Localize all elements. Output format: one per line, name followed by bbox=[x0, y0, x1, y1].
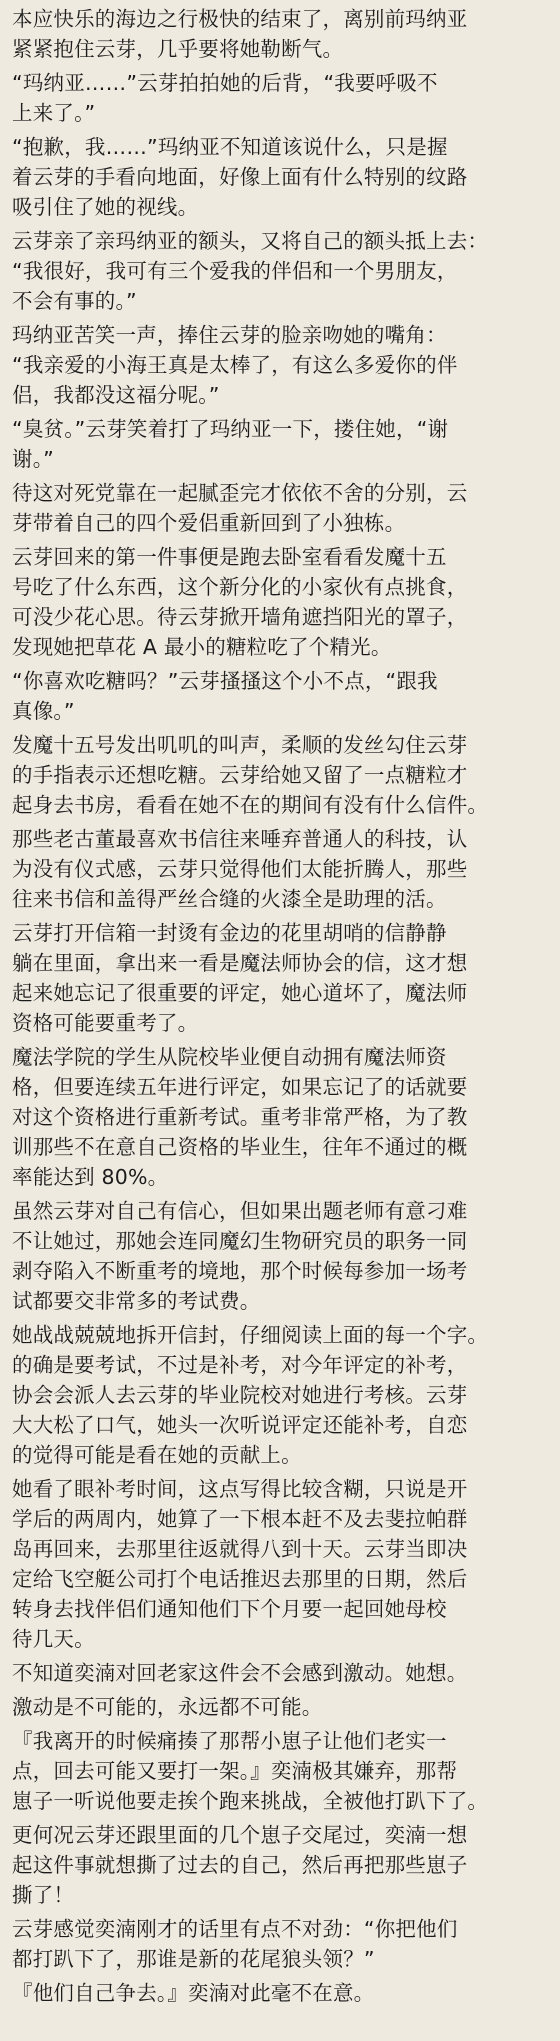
paragraph: 不知道奕湳对回老家这件会不会感到激动。她想。 bbox=[12, 1661, 468, 1685]
paragraph: 她战战兢兢地拆开信封，仔细阅读上面的每一个字。 的确是要考试，不过是补考，对今年评定的补考， 协会会派人去云芽的毕业院校对她进行考核。云芽 大大松了口气，她头一次听说评定还能补考，自恋 的觉得可能是看在她的贡献上。 bbox=[12, 1323, 489, 1467]
paragraph: 更何况云芽还跟里面的几个崽子交尾过，奕湳一想 起这件事就想撕了过去的自己，然后再把那些崽子 撕了！ bbox=[12, 1823, 468, 1907]
paragraph: 发魔十五号发出叽叽的叫声，柔顺的发丝勾住云芽 的手指表示还想吃糖。云芽给她又留了一点糖粒才 起身去书房，看看在她不在的期间有没有什么信件。 bbox=[12, 733, 489, 817]
paragraph: 『他们自己争去。』奕湳对此毫不在意。 bbox=[12, 1981, 375, 2005]
paragraph: 云芽感觉奕湳刚才的话里有点不对劲：“你把他们 都打趴下了，那谁是新的花尾狼头领？” bbox=[12, 1917, 458, 1971]
paragraph: “玛纳亚……”云芽拍拍她的后背，“我要呼吸不 上来了。” bbox=[12, 71, 438, 125]
paragraph: 玛纳亚苦笑一声，捧住云芽的脸亲吻她的嘴角： “我亲爱的小海王真是太棒了，有这么多爱你的伴 侣，我都没这福分呢。” bbox=[12, 323, 458, 407]
paragraph: “臭贫。”云芽笑着打了玛纳亚一下，搂住她，“谢 谢。” bbox=[12, 417, 449, 471]
paragraph: 云芽回来的第一件事便是跑去卧室看看发魔十五 号吃了什么东西，这个新分化的小家伙有点挑食， 可没少花心思。待云芽掀开墙角遮挡阳光的罩子， 发现她把草花 A 最小的糖粒吃了个精光。 bbox=[12, 545, 468, 659]
paragraph: “你喜欢吃糖吗？”云芽搔搔这个小不点，“跟我 真像。” bbox=[12, 669, 438, 723]
paragraph: 她看了眼补考时间，这点写得比较含糊，只说是开 学后的两周内，她算了一下根本赶不及去斐拉帕群 岛再回来，去那里往返就得八到十天。云芽当即决 定给飞空艇公司打个电话推迟去那里的日期，然后 转身去找伴侣们通知他们下个月要一起回她母校 待几天。 bbox=[12, 1477, 468, 1651]
paragraph: 云芽打开信箱一封烫有金边的花里胡哨的信静静 躺在里面，拿出来一看是魔法师协会的信，这才想 起来她忘记了很重要的评定，她心道坏了，魔法师 资格可能要重考了。 bbox=[12, 921, 468, 1035]
paragraph: 云芽亲了亲玛纳亚的额头，又将自己的额头抵上去： “我很好，我可有三个爱我的伴侣和一个男朋友， 不会有事的。” bbox=[12, 229, 489, 313]
paragraph: 激动是不可能的，永远都不可能。 bbox=[12, 1695, 323, 1719]
paragraph: 本应快乐的海边之行极快的结束了，离别前玛纳亚 紧紧抱住云芽，几乎要将她勒断气。 bbox=[12, 7, 468, 61]
paragraph: 『我离开的时候痛揍了那帮小崽子让他们老实一 点，回去可能又要打一架。』奕湳极其嫌弃，那帮 崽子一听说他要走挨个跑来挑战，全被他打趴下了。 bbox=[12, 1729, 489, 1813]
paragraph: 那些老古董最喜欢书信往来唾弃普通人的科技，认 为没有仪式感，云芽只觉得他们太能折腾人，那些 往来书信和盖得严丝合缝的火漆全是助理的活。 bbox=[12, 827, 468, 911]
paragraph: 待这对死党靠在一起腻歪完才依依不舍的分别，云 芽带着自己的四个爱侣重新回到了小独栋。 bbox=[12, 481, 468, 535]
paragraph: “抱歉，我……”玛纳亚不知道该说什么，只是握 着云芽的手看向地面，好像上面有什么特别的纹路 吸引住了她的视线。 bbox=[12, 135, 468, 219]
paragraph: 虽然云芽对自己有信心，但如果出题老师有意刁难 不让她过，那她会连同魔幻生物研究员的职务一同 剥夺陷入不断重考的境地，那个时候每参加一场考 试都要交非常多的考试费。 bbox=[12, 1199, 468, 1313]
paragraph: 魔法学院的学生从院校毕业便自动拥有魔法师资 格，但要连续五年进行评定，如果忘记了的话就要 对这个资格进行重新考试。重考非常严格，为了教 训那些不在意自己资格的毕业生，往年不通过的概 率能达到 80%。 bbox=[12, 1045, 468, 1189]
